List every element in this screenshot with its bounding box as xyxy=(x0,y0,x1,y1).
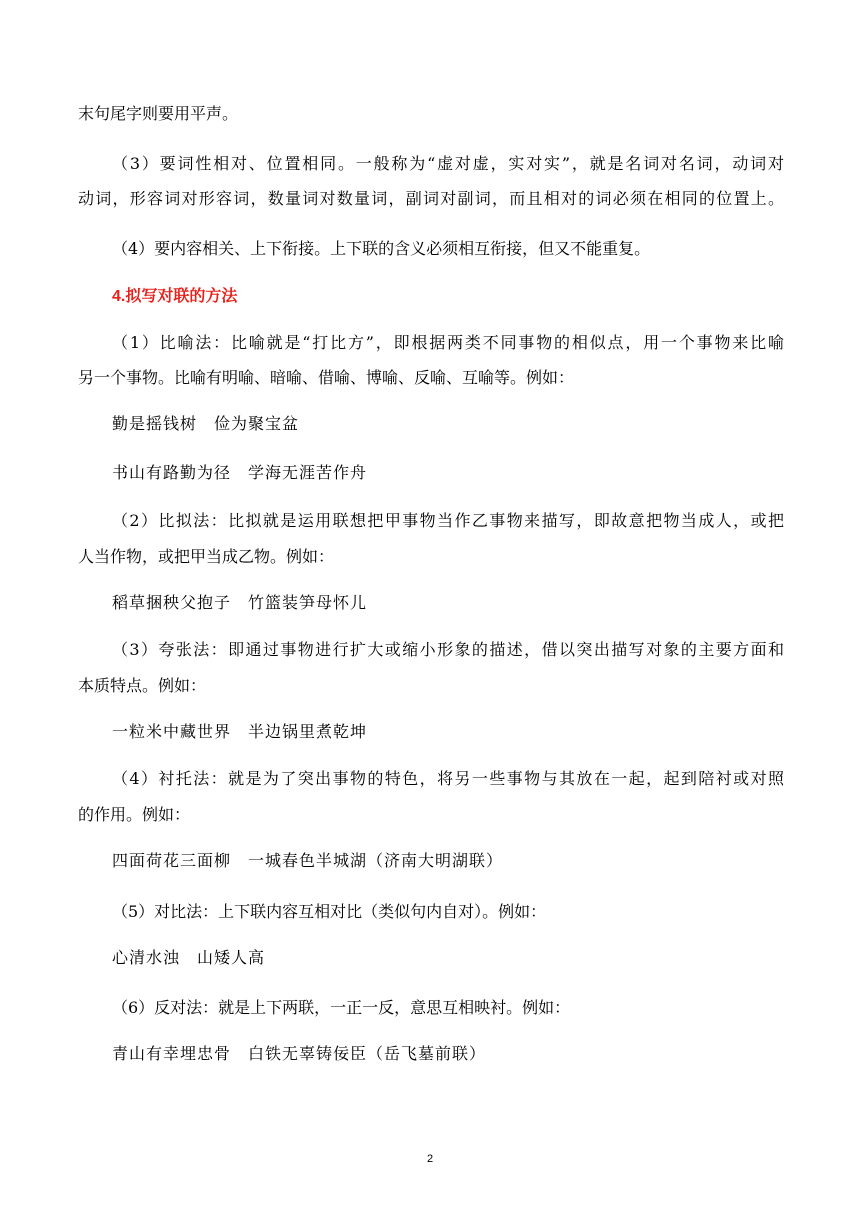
couplet-example: 四面荷花三面柳 一城春色半城湖（济南大明湖联） xyxy=(112,851,504,870)
paragraph-line: （3）要词性相对、位置相同。一般称为“虚对虚，实对实”，就是名词对名词，动词对 xyxy=(112,154,784,173)
couplet-example: 一粒米中藏世界 半边锅里煮乾坤 xyxy=(112,722,368,741)
page-number: 2 xyxy=(426,1153,434,1165)
couplet-example: 青山有幸埋忠骨 白铁无辜铸佞臣（岳飞墓前联） xyxy=(112,1044,487,1063)
couplet-example: 勤是摇钱树 俭为聚宝盆 xyxy=(112,414,300,433)
paragraph-line: （4）衬托法：就是为了突出事物的特色，将另一些事物与其放在一起，起到陪衬或对照 xyxy=(112,769,784,788)
paragraph-line: 人当作物，或把甲当成乙物。例如： xyxy=(78,547,335,566)
paragraph-line: 的作用。例如： xyxy=(78,805,191,824)
paragraph-line: （5）对比法：上下联内容互相对比（类似句内自对）。例如： xyxy=(112,902,547,921)
paragraph-line: （6）反对法：就是上下两联，一正一反，意思互相映衬。例如： xyxy=(112,998,571,1017)
couplet-example: 稻草捆秧父抱子 竹篮装笋母怀儿 xyxy=(112,593,368,612)
paragraph-line: 另一个事物。比喻有明喻、暗喻、借喻、博喻、反喻、互喻等。例如： xyxy=(78,368,575,387)
section-heading: 4.拟写对联的方法 xyxy=(112,288,238,305)
paragraph-line: 本质特点。例如： xyxy=(78,676,207,695)
paragraph-line: （2）比拟法：比拟就是运用联想把甲事物当作乙事物来描写，即故意把物当成人，或把 xyxy=(112,511,784,530)
paragraph-line: 末句尾字则要用平声。 xyxy=(78,104,239,123)
paragraph-line: （1）比喻法：比喻就是“打比方”，即根据两类不同事物的相似点，用一个事物来比喻 xyxy=(112,333,784,352)
paragraph-line: 动词，形容词对形容词，数量词对数量词，副词对副词，而且相对的词必须在相同的位置上。 xyxy=(78,189,784,208)
paragraph-line: （3）夸张法：即通过事物进行扩大或缩小形象的描述，借以突出描写对象的主要方面和 xyxy=(112,640,784,659)
couplet-example: 心清水浊 山矮人高 xyxy=(112,948,266,967)
couplet-example: 书山有路勤为径 学海无涯苦作舟 xyxy=(112,463,368,482)
paragraph-line: （4）要内容相关、上下衔接。上下联的含义必须相互衔接，但又不能重复。 xyxy=(112,239,651,258)
